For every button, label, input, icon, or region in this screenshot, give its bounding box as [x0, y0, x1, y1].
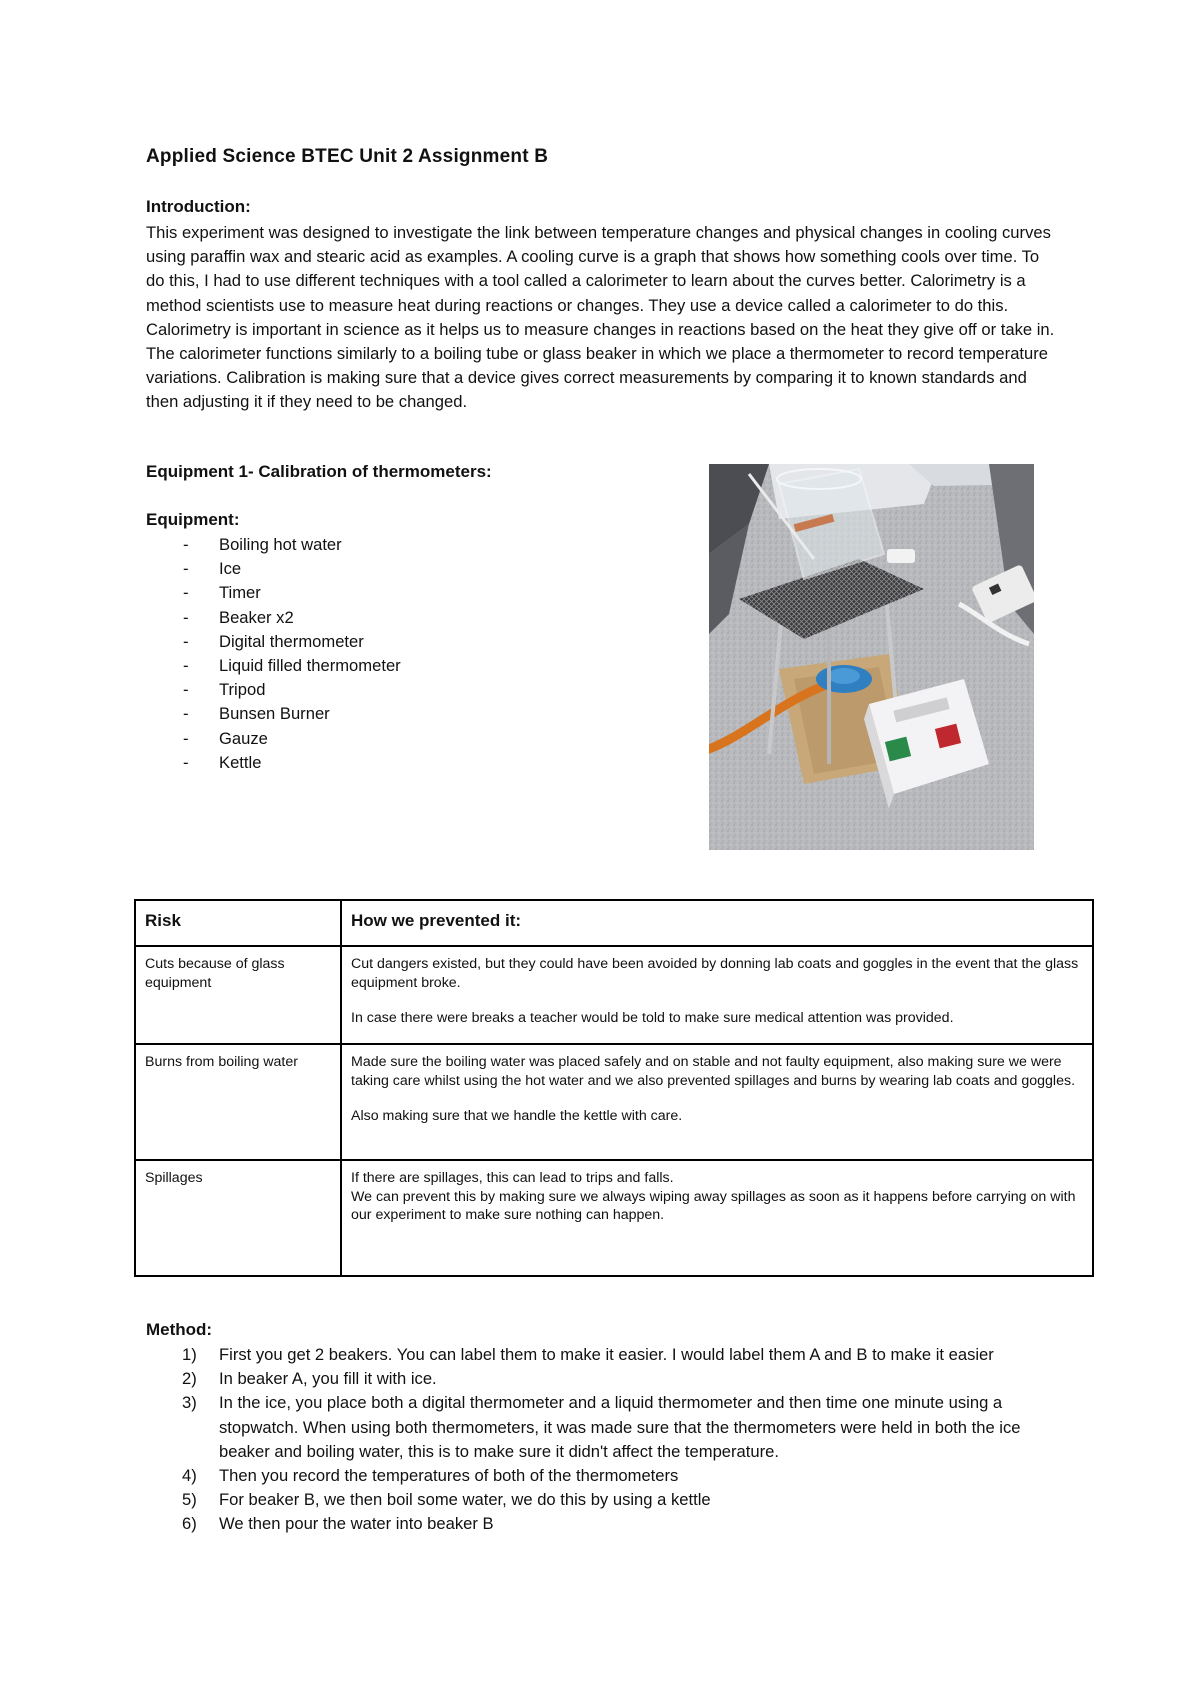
prevention-text: Cut dangers existed, but they could have been avoided by donning lab coats and goggles in the event that the glass equipment broke.: [351, 956, 1079, 991]
step-text: In beaker A, you fill it with ice.: [219, 1369, 437, 1389]
equipment-list: [146, 533, 401, 775]
bullet-dash: -: [183, 535, 189, 554]
bullet-dash: -: [183, 559, 189, 579]
prevention-cell: [341, 946, 1093, 1044]
bullet-dash: -: [183, 752, 189, 772]
list-item: [146, 1488, 1056, 1512]
equipment-item-label: Boiling hot water: [219, 535, 342, 554]
step-number: 3): [182, 1393, 197, 1413]
step-number: 5): [182, 1490, 197, 1510]
list-item: [146, 1367, 1056, 1391]
bullet-dash: -: [183, 631, 189, 651]
prevention-text: Also making sure that we handle the kettle with care.: [351, 1108, 683, 1124]
bullet-dash: -: [183, 656, 189, 676]
equipment-item-label: Digital thermometer: [219, 631, 364, 651]
prevention-column-header: How we prevented it:: [341, 900, 1093, 946]
introduction-heading: Introduction:: [146, 197, 251, 216]
lab-setup-photo: [709, 464, 1034, 850]
risk-table: [134, 899, 1094, 1277]
step-number: 1): [182, 1345, 197, 1364]
equipment-item-label: Gauze: [219, 728, 268, 748]
list-item: [146, 557, 401, 581]
table-row: [135, 946, 1093, 1044]
equipment-item-label: Kettle: [219, 752, 262, 772]
table-row: [135, 1044, 1093, 1160]
equipment-item-label: Beaker x2: [219, 607, 294, 627]
list-item: [146, 606, 401, 630]
bullet-dash: -: [183, 607, 189, 627]
equipment-section-heading: Equipment 1- Calibration of thermometers:: [146, 462, 492, 481]
list-item: [146, 533, 401, 557]
equipment-item-label: Tripod: [219, 680, 266, 700]
list-item: [146, 1464, 1056, 1488]
list-item: [146, 654, 401, 678]
list-item: [146, 727, 401, 751]
equipment-item-label: Ice: [219, 559, 242, 579]
method-steps-list: [146, 1343, 1056, 1537]
list-item: [146, 751, 401, 775]
document-title: Applied Science BTEC Unit 2 Assignment B: [146, 146, 549, 167]
risk-column-header: Risk: [135, 900, 341, 946]
risk-cell: Spillages: [135, 1160, 341, 1276]
list-item: [146, 581, 401, 605]
risk-cell: Cuts because of glass equipment: [135, 946, 341, 1044]
prevention-text: Made sure the boiling water was placed safely and on stable and not faulty equipment, also making sure we were taking care whilst using the hot water and we also prevented spillages and burns by wearing lab coats and goggles.: [351, 1054, 1076, 1089]
bullet-dash: -: [183, 704, 189, 724]
risk-cell: Burns from boiling water: [135, 1044, 341, 1160]
list-item: [146, 678, 401, 702]
list-item: [146, 702, 401, 726]
equipment-item-label: Timer: [219, 583, 261, 603]
introduction-text: This experiment was designed to investigate the link between temperature changes and physical changes in cooling curves using paraffin wax and stearic acid as examples. A cooling curve is a graph that shows how something cools over time. To do this, I had to use different techniques with a tool called a calorimeter to learn about the curves better. Calorimetry is a method scientists use to measure heat during reactions or changes. They use a device called a calorimeter to do this. Calorimetry is important in science as it helps us to measure changes in reactions based on the heat they give off or take in. The calorimeter functions similarly to a boiling tube or glass beaker in which we place a thermometer to record temperature variations. Calibration is making sure that a device gives correct measurements by comparing it to known standards and then adjusting it if they need to be changed.: [146, 223, 1055, 412]
prevention-cell: [341, 1044, 1093, 1160]
list-item: [146, 1391, 1056, 1464]
equipment-item-label: Liquid filled thermometer: [219, 656, 401, 676]
bullet-dash: -: [183, 680, 189, 700]
step-text: First you get 2 beakers. You can label them to make it easier. I would label them A and B to make it easier: [219, 1345, 994, 1364]
equipment-subheading: Equipment:: [146, 510, 240, 529]
step-text: Then you record the temperatures of both of the thermometers: [219, 1466, 679, 1486]
equipment-item-label: Bunsen Burner: [219, 704, 330, 724]
prevention-text: In case there were breaks a teacher would be told to make sure medical attention was provided.: [351, 1010, 954, 1026]
step-number: 4): [182, 1466, 197, 1486]
bullet-dash: -: [183, 583, 189, 603]
prevention-cell: [341, 1160, 1093, 1276]
prevention-text: If there are spillages, this can lead to trips and falls.: [351, 1170, 674, 1186]
step-text: In the ice, you place both a digital thermometer and a liquid thermometer and then time one minute using a stopwatch. When using both thermometers, it was made sure that the thermometers were held in both the ice beaker and boiling water, this is to make sure it didn't affect the temperature.: [219, 1393, 1021, 1461]
list-item: [146, 1343, 1056, 1367]
prevention-text: We can prevent this by making sure we always wiping away spillages as soon as it happens before carrying on with our experiment to make sure nothing can happen.: [351, 1188, 1076, 1223]
step-text: For beaker B, we then boil some water, we do this by using a kettle: [219, 1490, 711, 1510]
method-heading: Method:: [146, 1320, 213, 1339]
list-item: [146, 630, 401, 654]
table-header-row: [135, 900, 1093, 946]
bullet-dash: -: [183, 728, 189, 748]
step-number: 2): [182, 1369, 197, 1389]
table-row: [135, 1160, 1093, 1276]
step-text: We then pour the water into beaker B: [219, 1514, 494, 1534]
step-number: 6): [182, 1514, 197, 1534]
list-item: [146, 1512, 1056, 1536]
